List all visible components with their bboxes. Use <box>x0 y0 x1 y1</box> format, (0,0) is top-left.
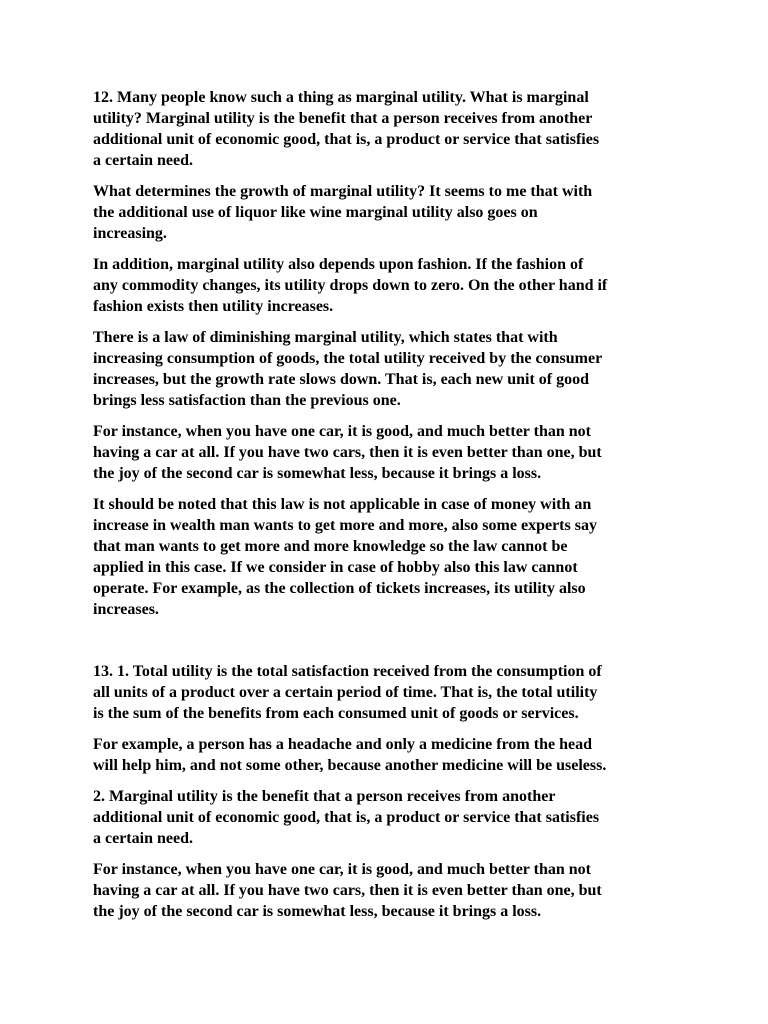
paragraph: What determines the growth of marginal utility? It seems to me that with the additional use of liquor like wine marginal utility also goes on increasing. <box>93 183 593 242</box>
paragraph: For instance, when you have one car, it is good, and much better than not having a car at all. If you have two cars, then it is even better than one, but the joy of the second car is somewhat less, because it brings a loss. <box>93 423 602 482</box>
document-page <box>93 87 683 932</box>
paragraph: 2. Marginal utility is the benefit that a person receives from another additional unit of economic good, that is, a product or service that satisfies a certain need. <box>93 788 600 847</box>
section-12 <box>93 87 683 620</box>
paragraph: It should be noted that this law is not applicable in case of money with an increase in wealth man wants to get more and more, also some experts say that man wants to get more and more knowledge so the law cannot be applied in this case. If we consider in case of hobby also this law cannot operate. For example, as the collection of tickets increases, its utility also increases. <box>93 496 597 618</box>
paragraph: 12. Many people know such a thing as marginal utility. What is marginal utility? Marginal utility is the benefit that a person receives from another additional unit of economic good, that is, a product or service that satisfies a certain need. <box>93 89 600 169</box>
paragraph: For example, a person has a headache and only a medicine from the head will help him, and not some other, because another medicine will be useless. <box>93 736 607 774</box>
section-spacer <box>93 630 683 661</box>
paragraph: 13. 1. Total utility is the total satisfaction received from the consumption of all units of a product over a certain period of time. That is, the total utility is the sum of the benefits from each consumed unit of goods or services. <box>93 663 602 722</box>
paragraph: There is a law of diminishing marginal utility, which states that with increasing consumption of goods, the total utility received by the consumer increases, but the growth rate slows down. That is, each new unit of good brings less satisfaction than the previous one. <box>93 329 603 409</box>
paragraph: For instance, when you have one car, it is good, and much better than not having a car at all. If you have two cars, then it is even better than one, but the joy of the second car is somewhat less, because it brings a loss. <box>93 861 602 920</box>
paragraph: In addition, marginal utility also depends upon fashion. If the fashion of any commodity changes, its utility drops down to zero. On the other hand if fashion exists then utility increases. <box>93 256 608 315</box>
section-13 <box>93 661 683 922</box>
